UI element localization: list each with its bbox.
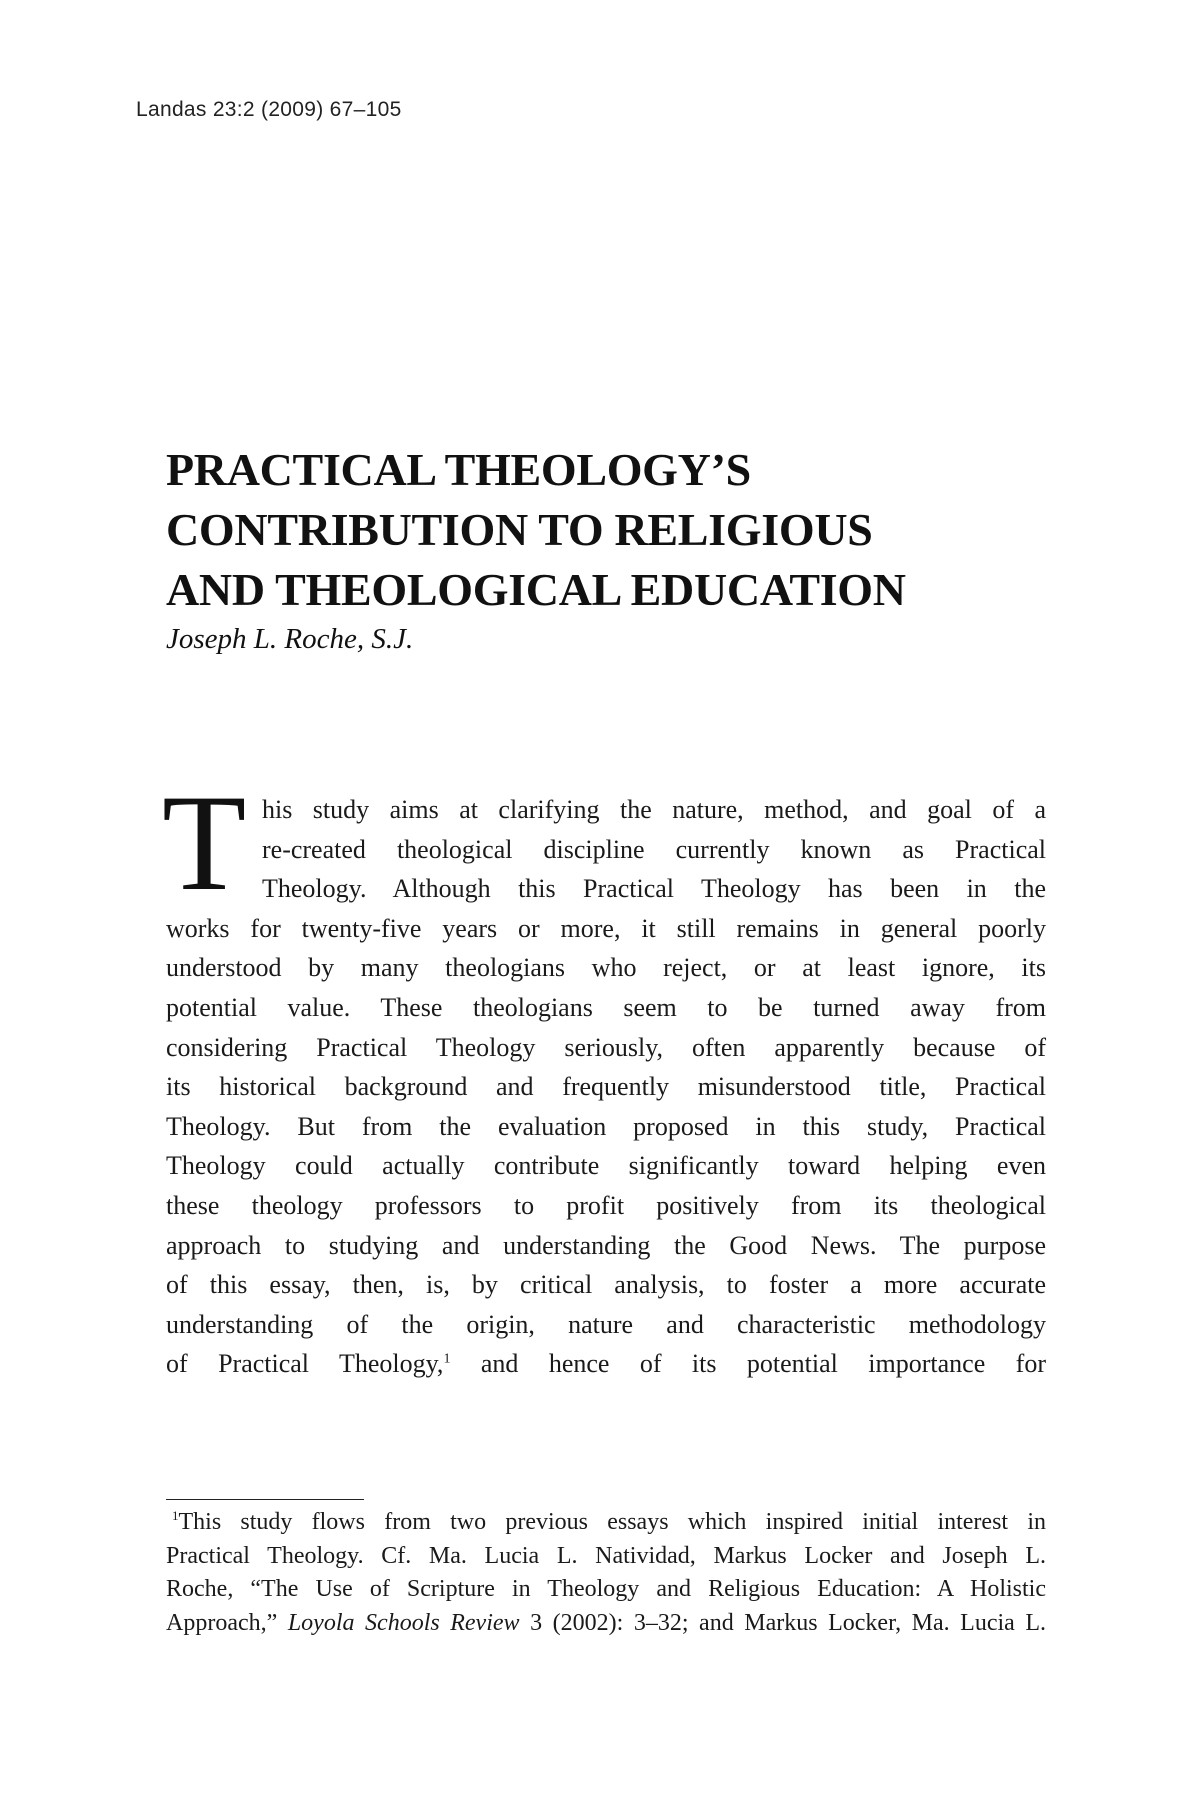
running-head: Landas 23:2 (2009) 67–105 — [136, 98, 402, 121]
author-byline: Joseph L. Roche, S.J. — [166, 623, 414, 655]
body-line-segment: of Practical Theology, — [166, 1349, 444, 1379]
body-line: of this essay, then, is, by critical analysis, to foster a more accurate — [166, 1270, 1046, 1300]
footnote-separator — [166, 1499, 364, 1500]
footnote-text: 3 (2002): 3–32; and Markus Locker, Ma. Lucia L. — [519, 1609, 1047, 1636]
title-line-2: CONTRIBUTION TO RELIGIOUS — [166, 504, 873, 555]
article-header — [166, 440, 1066, 660]
body-line: potential value. These theologians seem to be turned away from — [166, 992, 1046, 1022]
footnote-text: Approach,” — [166, 1609, 288, 1636]
footnote-line — [166, 1506, 1046, 1540]
title-line-1: PRACTICAL THEOLOGY’S — [166, 444, 751, 495]
body-line: his study aims at clarifying the nature, method, and goal of a — [262, 795, 1046, 824]
body-line: its historical background and frequently misunderstood title, Practical — [166, 1072, 1046, 1102]
body-line: Theology. Although this Practical Theology has been in the — [262, 874, 1046, 904]
footnote-text: This study flows from two previous essays which inspired initial interest in — [178, 1509, 1046, 1535]
body-line: understood by many theologians who reject, or at least ignore, its — [166, 953, 1046, 983]
body-line: Theology could actually contribute significantly toward helping even — [166, 1151, 1046, 1181]
drop-cap: T — [162, 766, 247, 919]
footnote-line: Practical Theology. Cf. Ma. Lucia L. Natividad, Markus Locker and Joseph L. — [166, 1542, 1046, 1569]
body-line: Theology. But from the evaluation proposed in this study, Practical — [166, 1111, 1046, 1141]
drop-cap-block — [162, 766, 1046, 919]
body-line-last — [166, 1344, 1046, 1384]
body-line: considering Practical Theology seriously, often apparently because of — [166, 1032, 1046, 1062]
footnote-line: Roche, “The Use of Scripture in Theology and Religious Education: A Holistic — [166, 1576, 1046, 1602]
body-line: works for twenty-five years or more, it still remains in general poorly — [166, 913, 1046, 943]
footnote — [166, 1506, 1046, 1640]
body-paragraph — [162, 766, 1046, 1384]
body-line-segment: and hence of its potential importance for — [450, 1349, 1046, 1379]
footnote-mark: 1 — [172, 1508, 179, 1523]
body-line: these theology professors to profit positively from its theological — [166, 1190, 1046, 1220]
body-line: understanding of the origin, nature and characteristic methodology — [166, 1309, 1046, 1339]
footnote-line — [166, 1607, 1046, 1641]
footnote-reference[interactable]: 1 — [443, 1351, 451, 1367]
body-line: re-created theological discipline currently known as Practical — [262, 834, 1046, 864]
journal-title: Loyola Schools Review — [287, 1609, 520, 1636]
body-line: approach to studying and understanding the Good News. The purpose — [166, 1230, 1046, 1260]
title-line-3: AND THEOLOGICAL EDUCATION — [166, 564, 906, 615]
